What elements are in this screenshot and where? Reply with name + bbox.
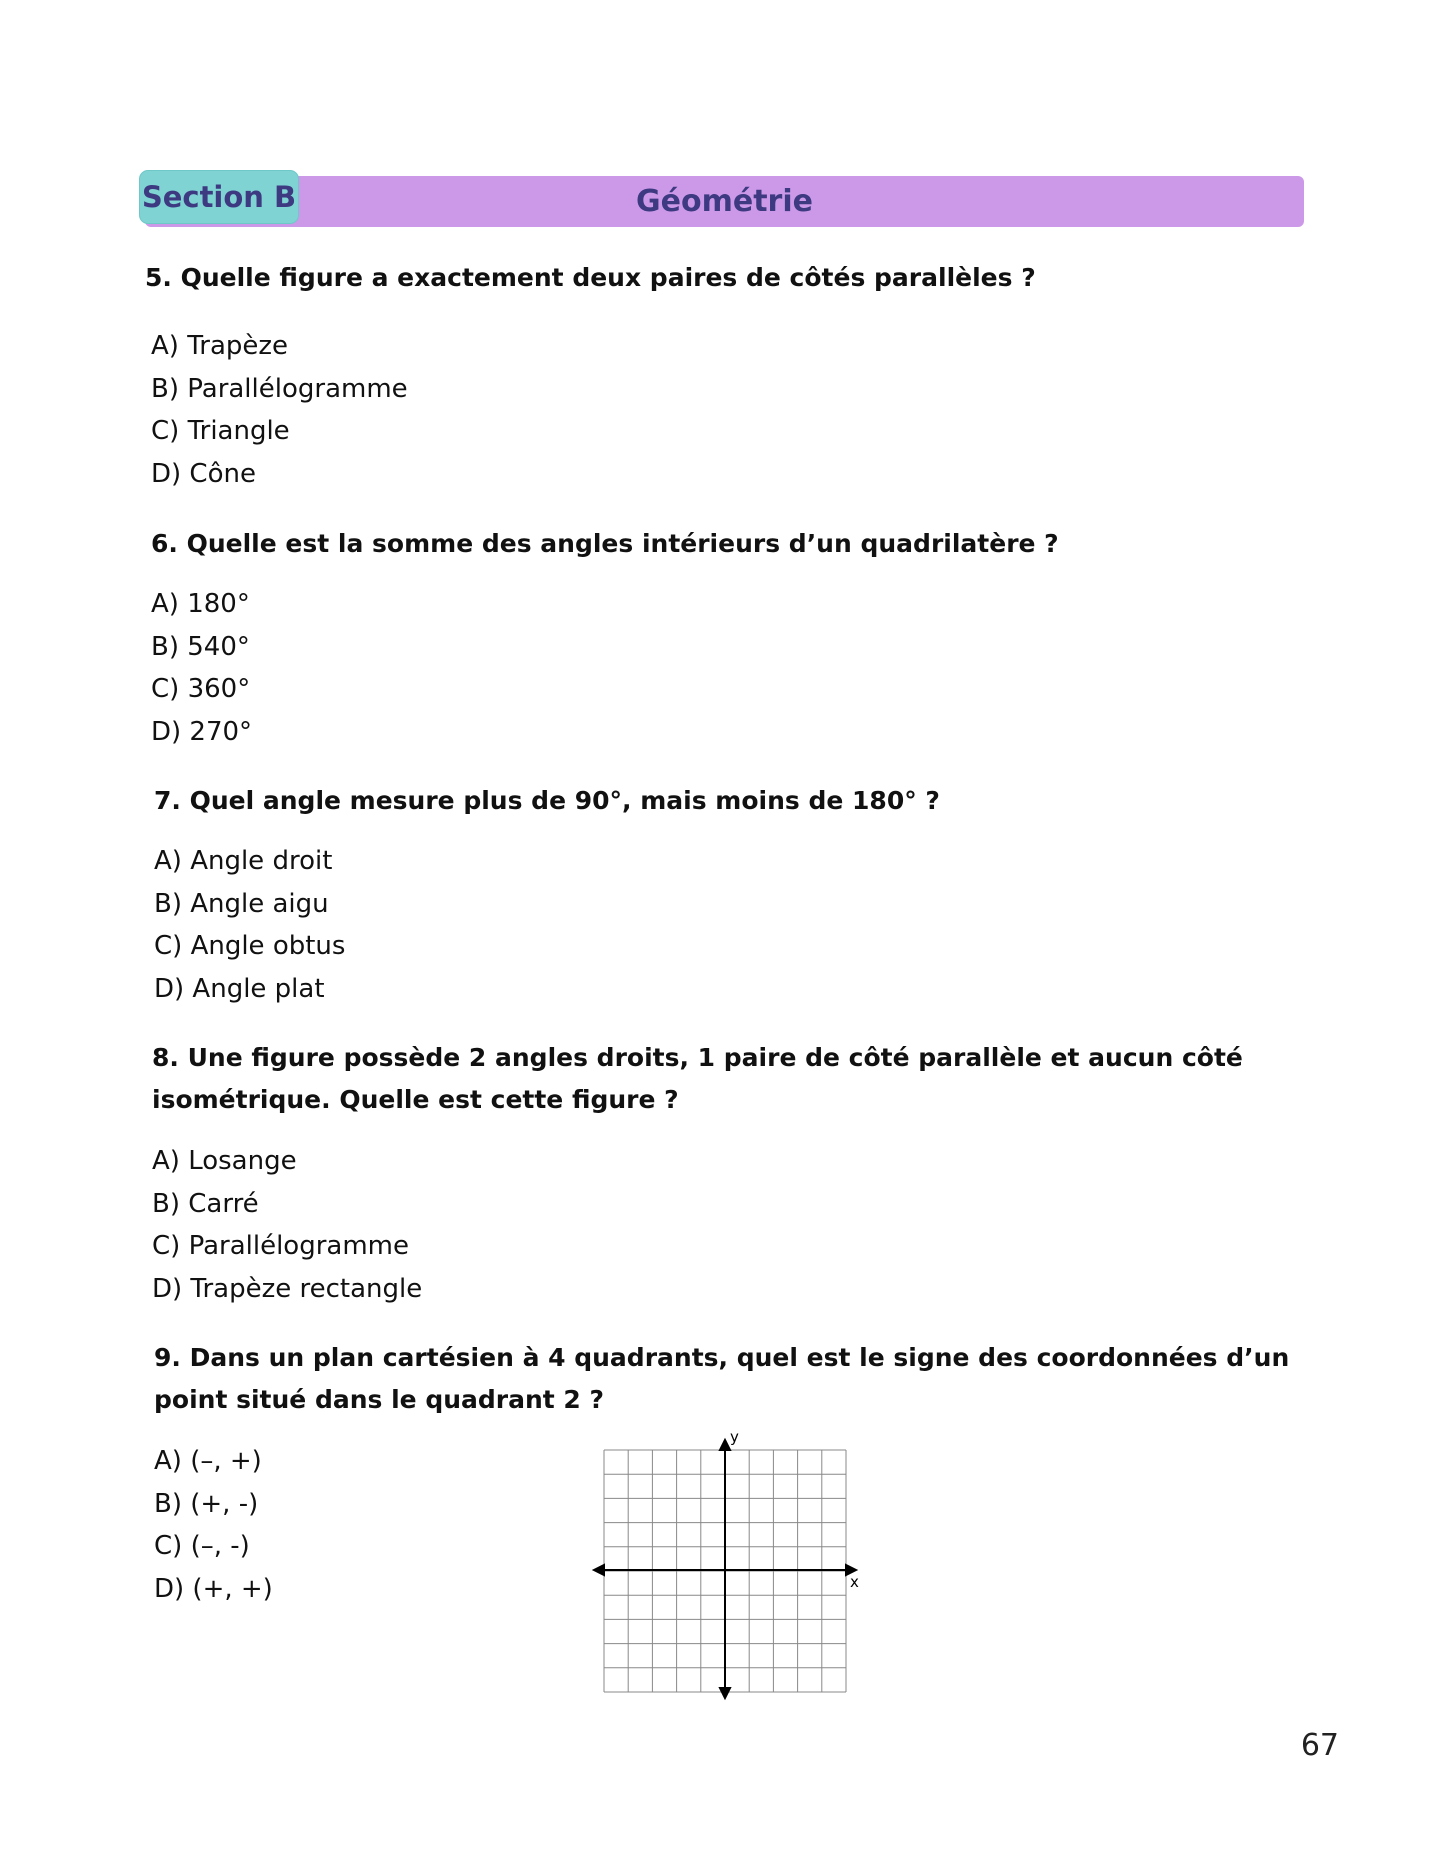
page-number: 67 (1300, 1728, 1339, 1763)
question-7-options (154, 840, 345, 1010)
option-a: A) Losange (152, 1146, 297, 1176)
option-a: A) Angle droit (154, 846, 333, 876)
question-8-line-2: isométrique. Quelle est cette figure ? (152, 1085, 679, 1114)
question-6: 6. Quelle est la somme des angles intérieurs d’un quadrilatère ? (151, 529, 1059, 558)
option-c: C) (–, -) (154, 1531, 250, 1561)
option-c: C) Angle obtus (154, 931, 346, 961)
option-b: B) Parallélogramme (151, 373, 408, 404)
option-c: C) 360° (151, 674, 251, 704)
section-title: Géométrie (636, 184, 813, 219)
option-d: D) 270° (151, 716, 253, 747)
question-9-line-1: 9. Dans un plan cartésien à 4 quadrants, quel est le signe des coordonnées d’un (154, 1343, 1290, 1372)
y-axis-arrow-up (720, 1440, 730, 1450)
section-header-bar (145, 176, 1304, 227)
option-d: D) Trapèze rectangle (152, 1273, 423, 1304)
axes (594, 1440, 856, 1698)
x-axis-arrow-left (594, 1565, 604, 1575)
section-label-tab: Section B (139, 170, 299, 224)
option-a: A) (–, +) (154, 1446, 262, 1476)
x-axis-label: x (850, 1573, 859, 1591)
question-8-options (152, 1140, 422, 1310)
option-c: C) Triangle (151, 416, 290, 446)
question-9-line-2: point situé dans le quadrant 2 ? (154, 1385, 605, 1414)
question-7: 7. Quel angle mesure plus de 90°, mais moins de 180° ? (154, 786, 940, 815)
y-axis-label: y (730, 1430, 739, 1446)
option-b: B) 540° (151, 631, 250, 662)
option-b: B) Carré (152, 1188, 259, 1219)
option-d: D) Angle plat (154, 973, 325, 1004)
option-d: D) Cône (151, 458, 256, 489)
option-a: A) Trapèze (151, 331, 289, 361)
option-b: B) (+, -) (154, 1488, 259, 1519)
option-a: A) 180° (151, 589, 250, 619)
question-8 (152, 1037, 1243, 1121)
option-c: C) Parallélogramme (152, 1231, 409, 1261)
question-6-options (151, 583, 252, 753)
cartesian-plane (590, 1430, 870, 1710)
question-9 (154, 1337, 1289, 1421)
question-9-options (154, 1440, 273, 1610)
option-d: D) (+, +) (154, 1573, 273, 1604)
question-5-options (151, 325, 408, 495)
question-8-line-1: 8. Une figure possède 2 angles droits, 1 paire de côté parallèle et aucun côté (152, 1043, 1243, 1072)
option-b: B) Angle aigu (154, 888, 329, 919)
question-5: 5. Quelle figure a exactement deux paires de côtés parallèles ? (145, 263, 1036, 292)
y-axis-arrow-down (720, 1688, 730, 1698)
